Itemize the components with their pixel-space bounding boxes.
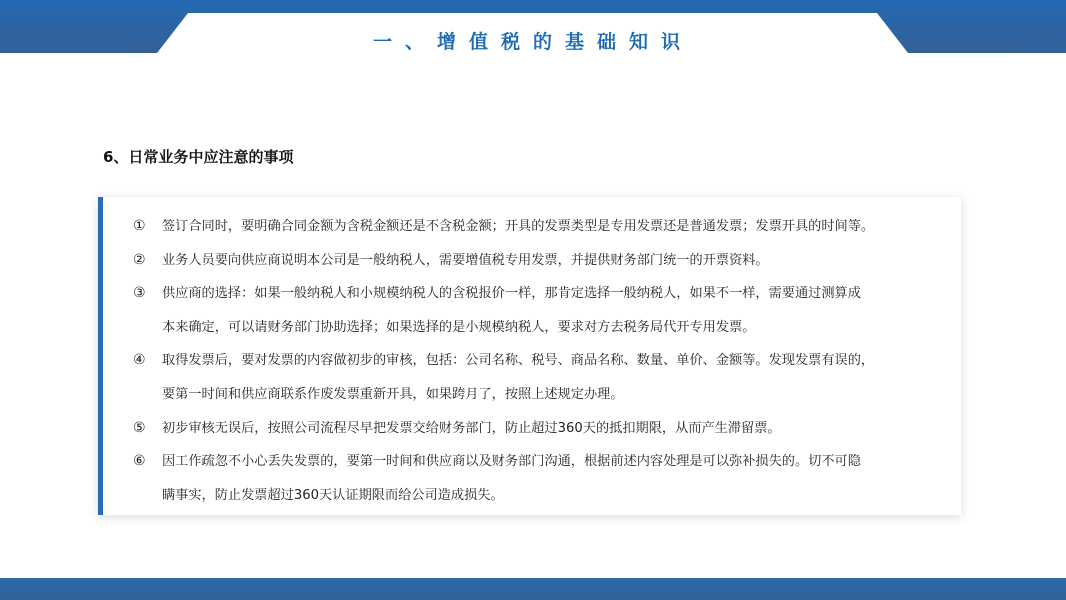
item-text: 因工作疏忽不小心丢失发票的，要第一时间和供应商以及财务部门沟通，根据前述内容处理是可以弥补损失的。切不可隐 (162, 454, 861, 470)
item-text: 业务人员要向供应商说明本公司是一般纳税人，需要增值税专用发票，并提供财务部门统一的开票资料。 (162, 252, 769, 268)
list-item (133, 445, 941, 512)
list-item (133, 412, 941, 446)
page-title: 一、增值税的基础知识 (372, 31, 693, 53)
item-text: 供应商的选择：如果一般纳税人和小规模纳税人的含税报价一样，那肯定选择一般纳税人，如果不一样，需要通过测算成 (162, 286, 861, 302)
item-text: 初步审核无误后，按照公司流程尽早把发票交给财务部门，防止超过360天的抵扣期限，从而产生滞留票。 (162, 420, 781, 436)
item-number: ⑥ (133, 453, 146, 470)
section-heading: 6、日常业务中应注意的事项 (103, 148, 294, 166)
item-number: ⑤ (133, 419, 146, 436)
list-item (133, 277, 941, 344)
item-number: ③ (133, 285, 146, 302)
item-number: ① (133, 218, 146, 234)
item-text: 取得发票后，要对发票的内容做初步的审核，包括：公司名称、税号、商品名称、数量、单价、金额等。发现发票有误的， (162, 353, 875, 369)
item-number: ② (133, 251, 146, 268)
item-text: 本来确定，可以请财务部门协助选择；如果选择的是小规模纳税人，要求对方去税务局代开专用发票。 (162, 319, 756, 335)
item-text: 签订合同时，要明确合同金额为含税金额还是不含税金额；开具的发票类型是专用发票还是普通发票；发票开具的时间等。 (162, 219, 875, 234)
list-item (133, 244, 941, 278)
item-text: 要第一时间和供应商联系作废发票重新开具，如果跨月了，按照上述规定办理。 (162, 386, 624, 402)
footer-bar (0, 578, 1066, 600)
item-list (133, 210, 941, 512)
item-text: 瞒事实，防止发票超过360天认证期限而给公司造成损失。 (162, 487, 504, 503)
list-item (133, 210, 941, 244)
content-card (98, 197, 961, 515)
item-number: ④ (133, 352, 146, 369)
list-item (133, 344, 941, 411)
